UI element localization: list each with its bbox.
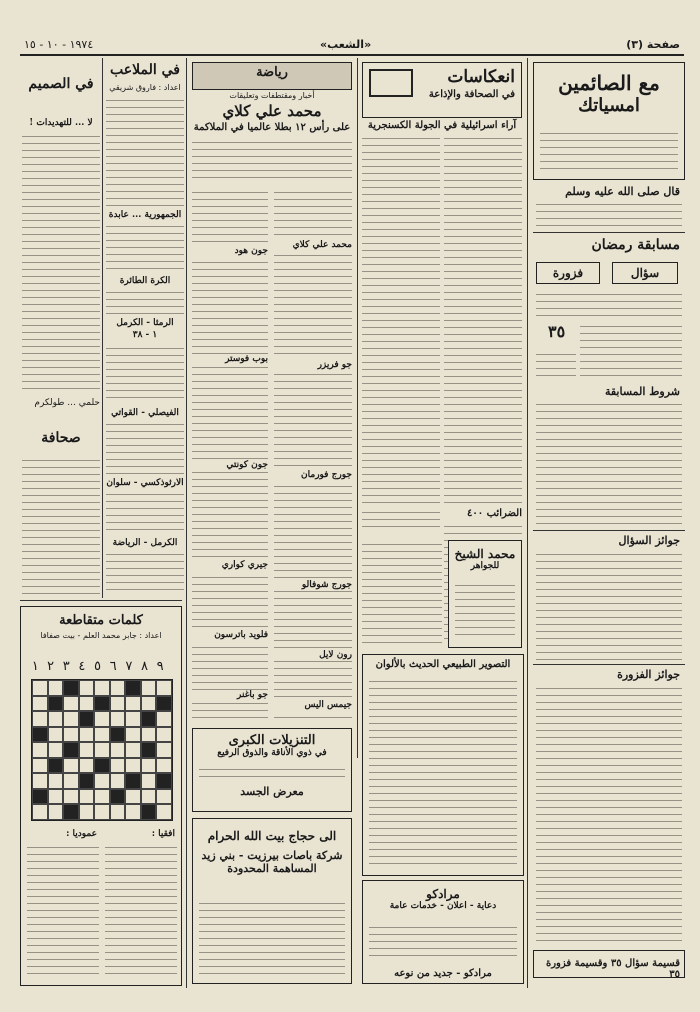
column-divider bbox=[357, 58, 358, 758]
photo-ad-text bbox=[369, 677, 517, 867]
boxer-subhead: جو باغنر bbox=[192, 690, 268, 701]
essence-sub: لا ... للتهديدات ! bbox=[29, 118, 93, 128]
stadiums-text-3 bbox=[106, 288, 184, 314]
sale-text bbox=[199, 765, 345, 783]
question-box bbox=[612, 262, 678, 284]
section-rule bbox=[533, 664, 685, 665]
reflections-subtitle: في الصحافة والإذاعة bbox=[428, 89, 515, 100]
stadiums-sub3: الفيصلي - القواتي bbox=[111, 408, 179, 418]
press-text bbox=[22, 456, 100, 596]
sports-banner bbox=[192, 62, 352, 90]
stadiums-text-7 bbox=[106, 550, 184, 596]
sale-title: التنزيلات الكبرى bbox=[228, 733, 316, 748]
boxer-subhead: جو فريزر bbox=[274, 360, 352, 371]
ramadan-header-box bbox=[533, 62, 685, 180]
reflections-text-right bbox=[444, 134, 522, 504]
stadiums-sub4: الارثوذكسي - سلوان bbox=[106, 478, 184, 488]
column-divider bbox=[102, 58, 103, 598]
exhibit-name: معرض الجسد bbox=[240, 785, 304, 798]
stadiums-text-1 bbox=[106, 96, 184, 206]
stadiums-text-6 bbox=[106, 490, 184, 534]
crossword-byline: اعداد : جابر محمد العلم - بيت صفافا bbox=[40, 631, 162, 640]
reflections-text-cont bbox=[362, 508, 440, 532]
photo-ad bbox=[362, 654, 524, 876]
sheikh-title: محمد الشيخ bbox=[454, 547, 516, 561]
contest-side-text bbox=[536, 350, 576, 380]
photo-ad-title: التصوير الطبيعي الحديث بالألوان bbox=[375, 659, 511, 670]
boxer-subhead: جيري كواري bbox=[192, 560, 268, 571]
clues-across-heading: افقيا : bbox=[151, 829, 175, 839]
riddle-prizes-list bbox=[536, 684, 682, 946]
boxer-subhead: جون كونتي bbox=[192, 460, 268, 471]
reflections-headline: آراء اسرائيلية في الجولة الكسنجرية bbox=[367, 120, 517, 131]
essence-text bbox=[22, 132, 100, 392]
contest-body-text bbox=[580, 322, 682, 380]
crossword-title: كلمات متقاطعة bbox=[59, 613, 143, 628]
issue-date: ١٩٧٤ - ١٠ - ١٥ bbox=[24, 38, 94, 51]
reflections-header bbox=[362, 62, 522, 118]
sheikh-ad bbox=[448, 540, 522, 648]
score-teams: الرمثا - الكرمل bbox=[116, 318, 174, 328]
boxer-name: محمد علي كلاي bbox=[222, 102, 322, 120]
prize-number: ٣٥ bbox=[548, 322, 566, 341]
boxer-subhead: رون لايل bbox=[274, 650, 352, 661]
answer-prizes-list bbox=[536, 550, 682, 660]
rules-text bbox=[536, 400, 682, 526]
stadiums-sub5: الكرمل - الرياضة bbox=[112, 538, 178, 548]
clues-down-heading: عموديا : bbox=[66, 829, 97, 839]
stadiums-text-5 bbox=[106, 420, 184, 474]
murad-title: مرادكو bbox=[426, 887, 460, 901]
page-number: صفحة (٣) bbox=[626, 38, 680, 51]
murad-ad bbox=[362, 880, 524, 984]
boxer-subhead: فلويد باترسون bbox=[192, 630, 268, 641]
sports-title: رياضة bbox=[256, 65, 288, 80]
stadiums-title: في الملاعب bbox=[110, 62, 180, 78]
crossword-box bbox=[20, 606, 182, 986]
stadiums-text-4 bbox=[106, 344, 184, 404]
company-name: شركة باصات بيرزيت - بني زيد المساهمة المحدودة bbox=[201, 849, 343, 875]
taxes-heading: الضرائب ٤٠٠ bbox=[466, 508, 522, 519]
question-label: سؤال bbox=[630, 266, 660, 280]
newspaper-name: «الشعب» bbox=[320, 38, 372, 51]
clues-across bbox=[105, 843, 177, 979]
boxer-subhead: محمد علي كلاي bbox=[274, 240, 352, 251]
riddle-box bbox=[536, 262, 600, 284]
section-rule bbox=[533, 530, 685, 531]
stadiums-sub2: الكرة الطائرة bbox=[119, 276, 171, 286]
sale-subtitle: في ذوي الأناقة والذوق الرفيع bbox=[217, 748, 327, 758]
ramadan-title: مع الصائمين bbox=[558, 71, 660, 95]
murad-text bbox=[369, 923, 517, 959]
sheikh-ad-text bbox=[455, 581, 515, 641]
stadiums-sub1: الجمهورية ... عابدة bbox=[108, 210, 182, 220]
score-result: ١ - ٣٨ bbox=[132, 330, 158, 340]
riddle-label: فزورة bbox=[552, 266, 584, 280]
sheikh-subtitle: للجواهر bbox=[470, 561, 500, 571]
sports-text-right bbox=[274, 188, 352, 722]
coupon-box bbox=[533, 950, 685, 978]
contest-title: مسابقة رمضان bbox=[591, 237, 680, 253]
boxer-subhead: بوب فوستر bbox=[192, 354, 268, 365]
sports-headline: على رأس ١٢ بطلا عالميا في الملاكمة bbox=[193, 122, 351, 133]
press-title: صحافة bbox=[41, 430, 81, 446]
essence-author: حلمي ... طولكرم bbox=[34, 398, 100, 408]
section-rule bbox=[533, 232, 685, 233]
hadith-text bbox=[536, 200, 682, 228]
hajj-text bbox=[199, 899, 345, 977]
sports-text-left bbox=[192, 188, 268, 722]
hajj-ad bbox=[192, 818, 352, 984]
essence-title: في الصميم bbox=[28, 76, 94, 92]
spacer bbox=[106, 604, 107, 605]
clues-down bbox=[27, 843, 99, 979]
reflections-title: انعكاسات bbox=[447, 67, 515, 87]
stadiums-text-2 bbox=[106, 222, 184, 272]
rules-heading: شروط المسابقة bbox=[604, 385, 680, 398]
page-header bbox=[20, 36, 684, 56]
section-rule bbox=[20, 600, 182, 601]
ramadan-text bbox=[540, 129, 678, 173]
crossword-grid bbox=[31, 679, 173, 821]
column-divider bbox=[186, 58, 187, 988]
murad-subtitle: دعاية - اعلان - خدمات عامة bbox=[389, 901, 497, 911]
contest-intro-text bbox=[536, 290, 682, 316]
sports-intro bbox=[192, 138, 352, 182]
boxer-subhead: جورج فورمان bbox=[274, 470, 352, 481]
stadiums-byline: اعداد : فاروق شريقي bbox=[109, 83, 181, 92]
boxer-subhead: جون هود bbox=[192, 246, 268, 257]
riddle-prizes-heading: جوائز الفزورة bbox=[617, 668, 680, 681]
boxer-subhead: جورج شوفالو bbox=[274, 580, 352, 591]
sale-ad bbox=[192, 728, 352, 812]
boxer-subhead: جيمس اليس bbox=[274, 700, 352, 711]
ramadan-subtitle: امسياتك bbox=[578, 95, 640, 116]
crossword-column-numbers: ٩ ٨ ٧ ٦ ٥ ٤ ٣ ٢ ١ bbox=[31, 659, 165, 674]
hajj-title: الى حجاج بيت الله الحرام bbox=[207, 829, 337, 843]
answer-prizes-heading: جوائز السؤال bbox=[618, 534, 680, 547]
hadith-heading: قال صلى الله عليه وسلم bbox=[565, 185, 680, 198]
murad-tagline: مرادكو - جديد من نوعه bbox=[394, 968, 492, 979]
column-divider bbox=[527, 58, 528, 988]
radio-icon bbox=[369, 69, 413, 97]
reflections-text-bottom bbox=[362, 540, 442, 648]
coupon-text: قسيمة سؤال ٣٥ وقسيمة فزورة ٣٥ bbox=[545, 958, 680, 980]
reflections-text-left bbox=[362, 134, 440, 504]
sports-subbanner: أخبار ومقتطفات وتعليقات bbox=[229, 91, 315, 100]
